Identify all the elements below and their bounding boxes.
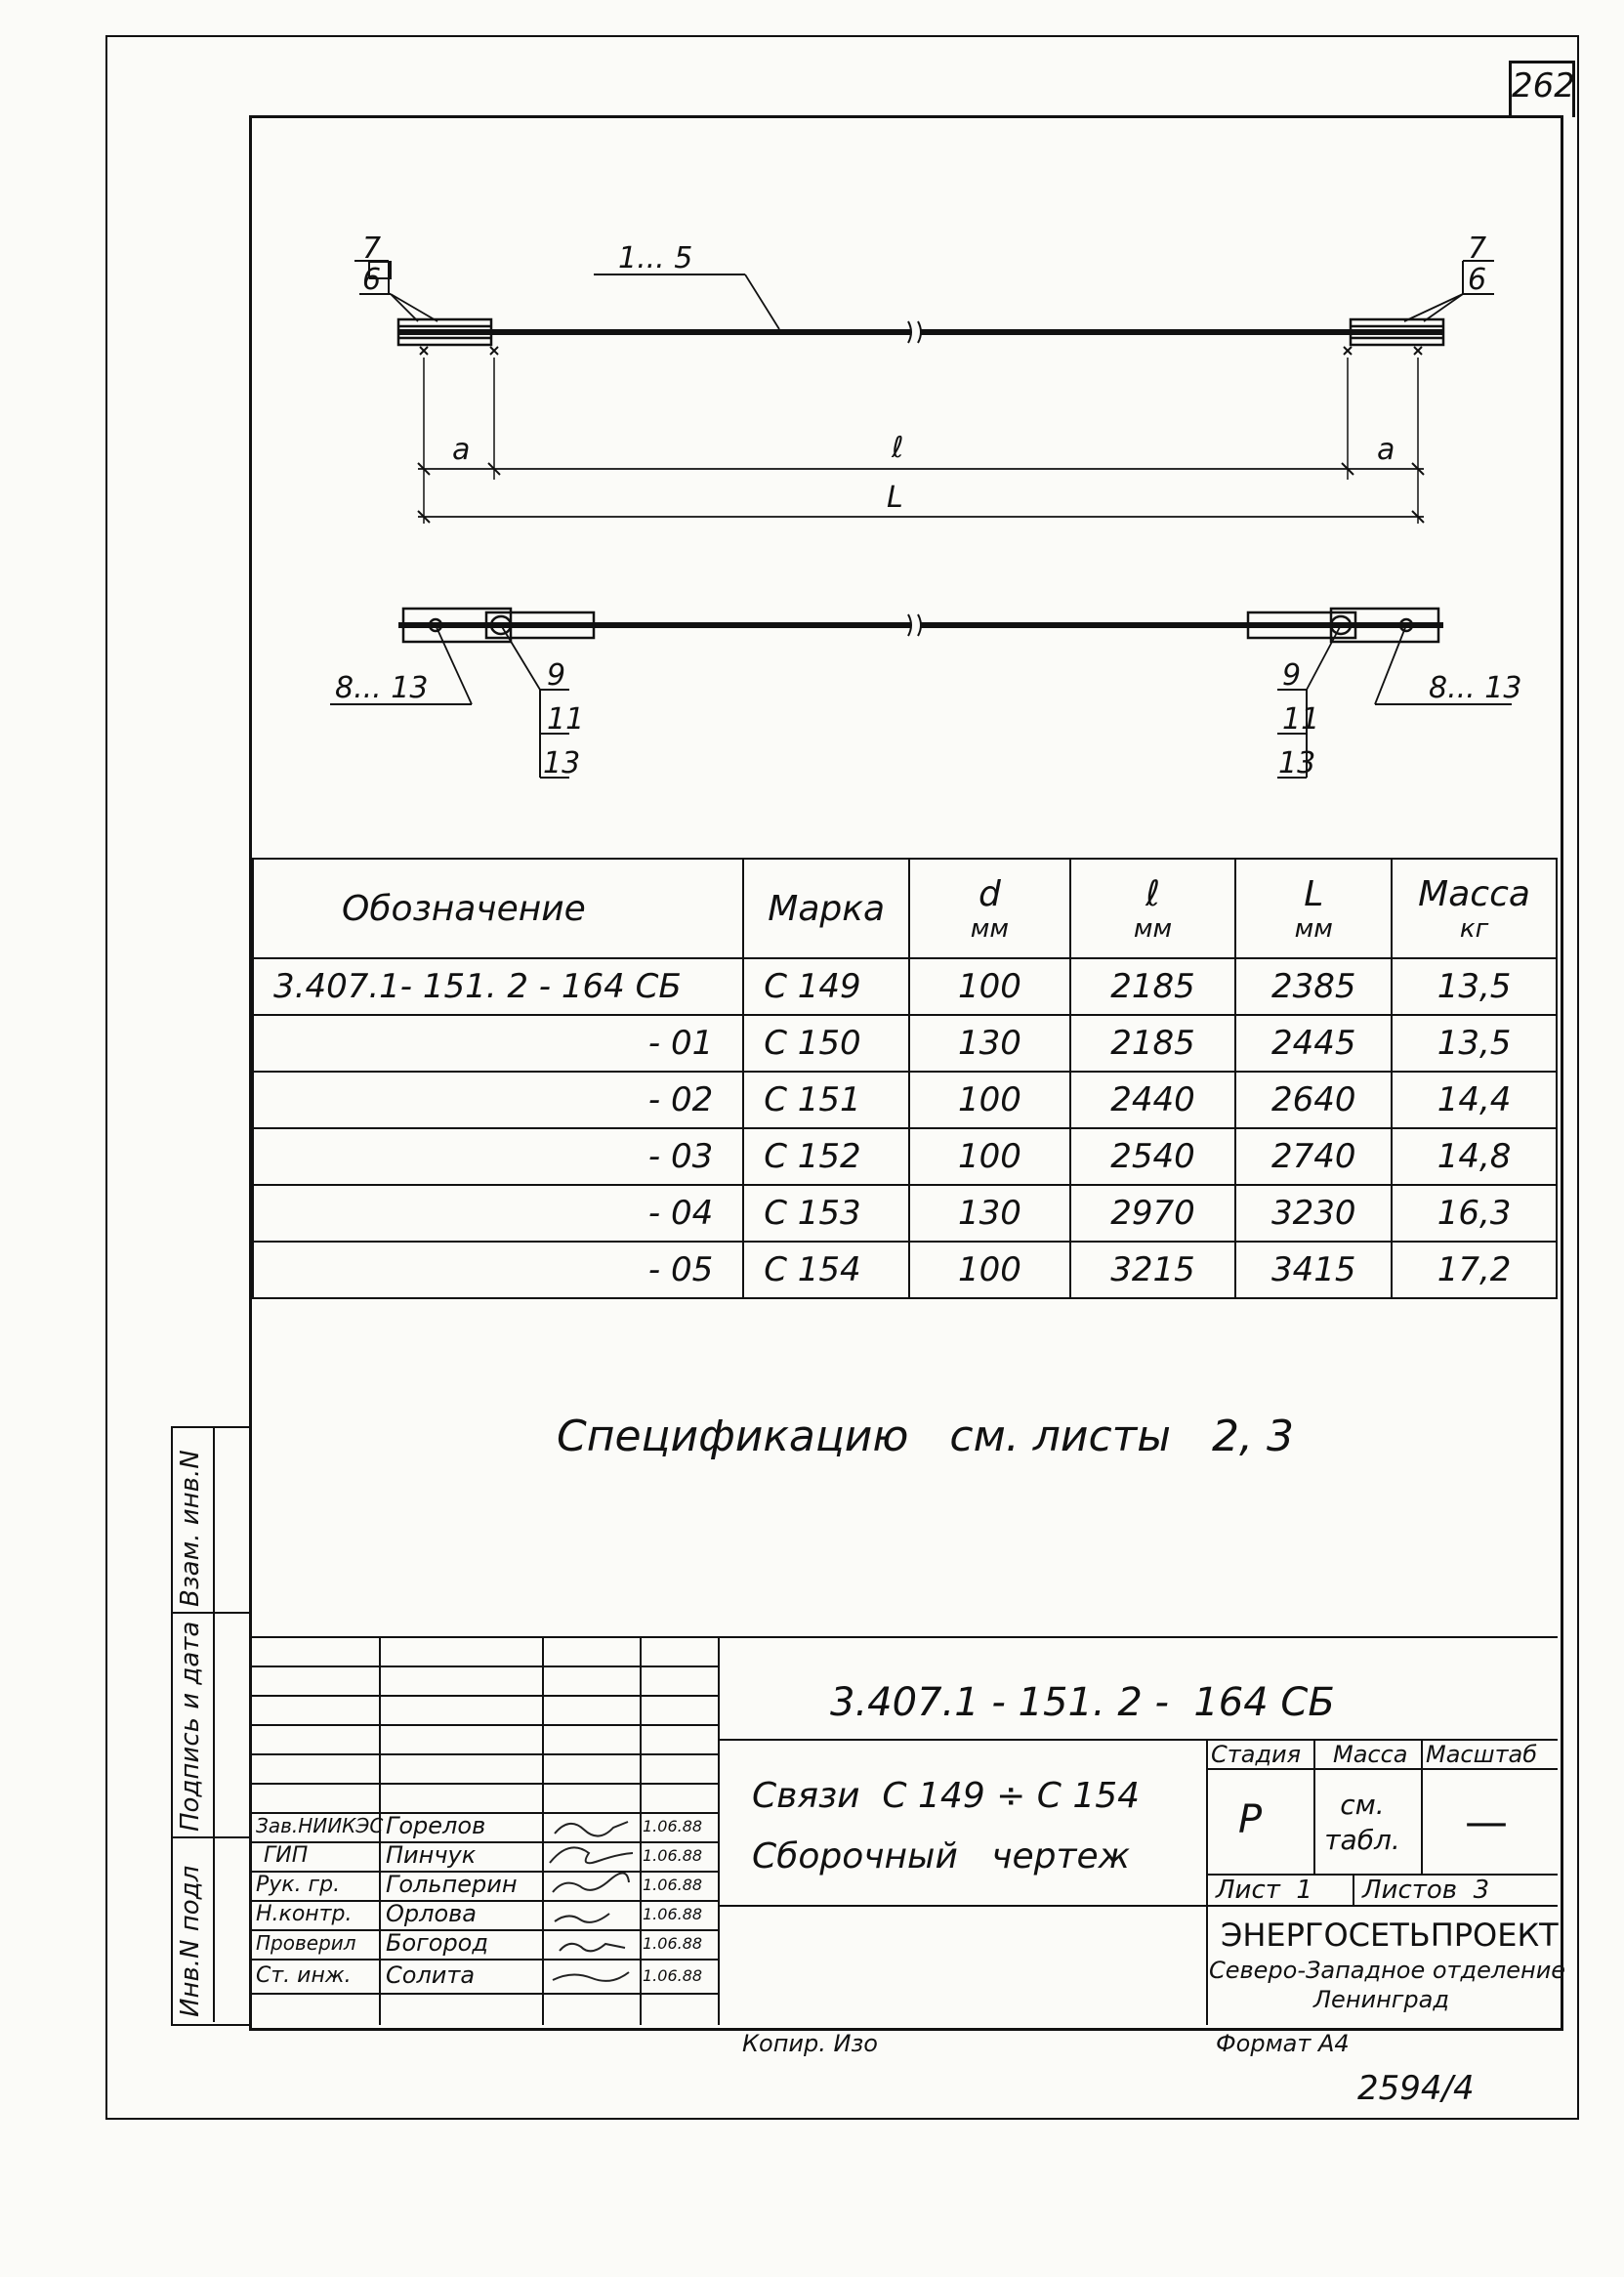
cell-d: 130 — [909, 1185, 1070, 1242]
page-number: 262 — [1512, 66, 1575, 105]
table-row — [253, 1242, 1557, 1298]
staff-role: Зав.НИИКЭС — [256, 1814, 384, 1837]
cell-designation: - 05 — [253, 1242, 743, 1298]
cell-L: 3230 — [1235, 1185, 1392, 1242]
title-line-1: Связи С 149 ÷ С 154 — [752, 1776, 1141, 1816]
plan-callout-right: 8... 13 — [1429, 671, 1522, 705]
staff-date: 1.06.88 — [643, 1934, 703, 1953]
stage-header: Стадия — [1211, 1741, 1302, 1768]
callout-7-right: 7 — [1468, 232, 1487, 266]
cell-L: 2740 — [1235, 1128, 1392, 1185]
table-header-row — [253, 859, 1557, 958]
cell-mark: С 152 — [743, 1128, 909, 1185]
staff-role: Н.контр. — [256, 1902, 353, 1926]
table-row — [253, 1128, 1557, 1185]
side-label-signature-date: Подпись и дата — [176, 1621, 205, 1832]
staff-date: 1.06.88 — [643, 1846, 703, 1865]
cell-l: 2185 — [1070, 958, 1236, 1015]
table-row — [253, 1072, 1557, 1128]
org-city: Ленинград — [1313, 1986, 1449, 2013]
mass-header: Масса — [1333, 1741, 1408, 1768]
callout-rod: 1... 5 — [618, 241, 693, 275]
org-name: ЭНЕРГОСЕТЬПРОЕКТ — [1221, 1917, 1559, 1954]
side-label-replace-inv: Взам. инв.N — [176, 1450, 205, 1607]
cell-l: 2440 — [1070, 1072, 1236, 1128]
header-designation: Обозначение — [253, 859, 743, 958]
staff-role: Рук. гр. — [256, 1873, 341, 1897]
callout-6-right: 6 — [1468, 263, 1487, 297]
cell-mass: 17,2 — [1392, 1242, 1557, 1298]
plan-callout-left: 8... 13 — [335, 671, 429, 705]
staff-name: Горелов — [386, 1812, 486, 1839]
cell-mark: С 149 — [743, 958, 909, 1015]
staff-date: 1.06.88 — [643, 1966, 703, 1985]
plan-stack-right-3: 13 — [1278, 746, 1316, 780]
table-row — [253, 1185, 1557, 1242]
signatures — [545, 1812, 639, 1993]
cell-mass: 13,5 — [1392, 1015, 1557, 1072]
header-d: d мм — [909, 859, 1070, 958]
staff-date: 1.06.88 — [643, 1817, 703, 1835]
cell-L: 2640 — [1235, 1072, 1392, 1128]
staff-date: 1.06.88 — [643, 1905, 703, 1923]
staff-role: ГИП — [264, 1843, 309, 1868]
cell-d: 130 — [909, 1015, 1070, 1072]
cell-L: 2385 — [1235, 958, 1392, 1015]
cell-d: 100 — [909, 1072, 1070, 1128]
staff-name: Пинчук — [386, 1841, 477, 1869]
plan-stack-left-2: 11 — [547, 702, 585, 737]
doc-code: 3.407.1 - 151. 2 - 164 СБ — [830, 1680, 1335, 1725]
spec-table — [252, 858, 1558, 1299]
cell-designation: - 04 — [253, 1185, 743, 1242]
table-row — [253, 1015, 1557, 1072]
callout-7-left: 7 — [362, 232, 382, 266]
sheet-number: Лист 1 — [1216, 1876, 1312, 1905]
callout-6-left: 6 — [362, 263, 382, 297]
title-line-2: Сборочный чертеж — [752, 1836, 1131, 1876]
staff-name: Богород — [386, 1929, 488, 1957]
cell-mark: С 150 — [743, 1015, 909, 1072]
cell-designation: - 01 — [253, 1015, 743, 1072]
sheet-count: Листов 3 — [1362, 1876, 1490, 1905]
cell-l: 2185 — [1070, 1015, 1236, 1072]
cell-designation: - 03 — [253, 1128, 743, 1185]
mass-value: см. табл. — [1324, 1789, 1400, 1856]
table-row — [253, 958, 1557, 1015]
staff-role: Ст. инж. — [256, 1963, 352, 1988]
copied-by: Копир. Изо — [742, 2030, 878, 2057]
assembly-drawing — [252, 118, 1555, 856]
archive-number: 2594/4 — [1357, 2069, 1475, 2108]
cell-mass: 14,4 — [1392, 1072, 1557, 1128]
plan-stack-right-2: 11 — [1282, 702, 1320, 737]
staff-name: Солита — [386, 1961, 476, 1989]
cell-d: 100 — [909, 1128, 1070, 1185]
scale-value: — — [1465, 1797, 1508, 1847]
cell-d: 100 — [909, 1242, 1070, 1298]
cell-L: 3415 — [1235, 1242, 1392, 1298]
cell-mass: 14,8 — [1392, 1128, 1557, 1185]
side-label-inv-orig: Инв.N подл — [176, 1865, 205, 2017]
cell-designation: - 02 — [253, 1072, 743, 1128]
cell-mark: С 154 — [743, 1242, 909, 1298]
header-mass: Масса кг — [1392, 859, 1557, 958]
cell-designation: 3.407.1- 151. 2 - 164 СБ — [253, 958, 743, 1015]
staff-role: Проверил — [256, 1931, 356, 1955]
cell-mark: С 153 — [743, 1185, 909, 1242]
cell-l: 3215 — [1070, 1242, 1236, 1298]
scale-header: Масштаб — [1426, 1741, 1538, 1768]
cell-l: 2540 — [1070, 1128, 1236, 1185]
plan-stack-left-3: 13 — [543, 746, 581, 780]
dim-l: ℓ — [892, 431, 904, 465]
cell-L: 2445 — [1235, 1015, 1392, 1072]
org-division: Северо-Западное отделение — [1209, 1957, 1566, 1984]
cell-l: 2970 — [1070, 1185, 1236, 1242]
header-mark: Марка — [743, 859, 909, 958]
spec-note: Спецификацию см. листы 2, 3 — [557, 1412, 1294, 1461]
stage-value: Р — [1238, 1797, 1263, 1842]
staff-name: Орлова — [386, 1900, 477, 1927]
cell-d: 100 — [909, 958, 1070, 1015]
dim-a-right: a — [1377, 433, 1395, 467]
plan-stack-left-1: 9 — [547, 658, 566, 693]
staff-date: 1.06.88 — [643, 1876, 703, 1894]
dim-L: L — [887, 481, 903, 515]
staff-name: Гольперин — [386, 1871, 518, 1898]
cell-mass: 16,3 — [1392, 1185, 1557, 1242]
header-l: ℓ мм — [1070, 859, 1236, 958]
header-L: L мм — [1235, 859, 1392, 958]
cell-mass: 13,5 — [1392, 958, 1557, 1015]
format-label: Формат А4 — [1216, 2030, 1350, 2057]
cell-mark: С 151 — [743, 1072, 909, 1128]
dim-a-left: a — [452, 433, 471, 467]
plan-stack-right-1: 9 — [1282, 658, 1302, 693]
